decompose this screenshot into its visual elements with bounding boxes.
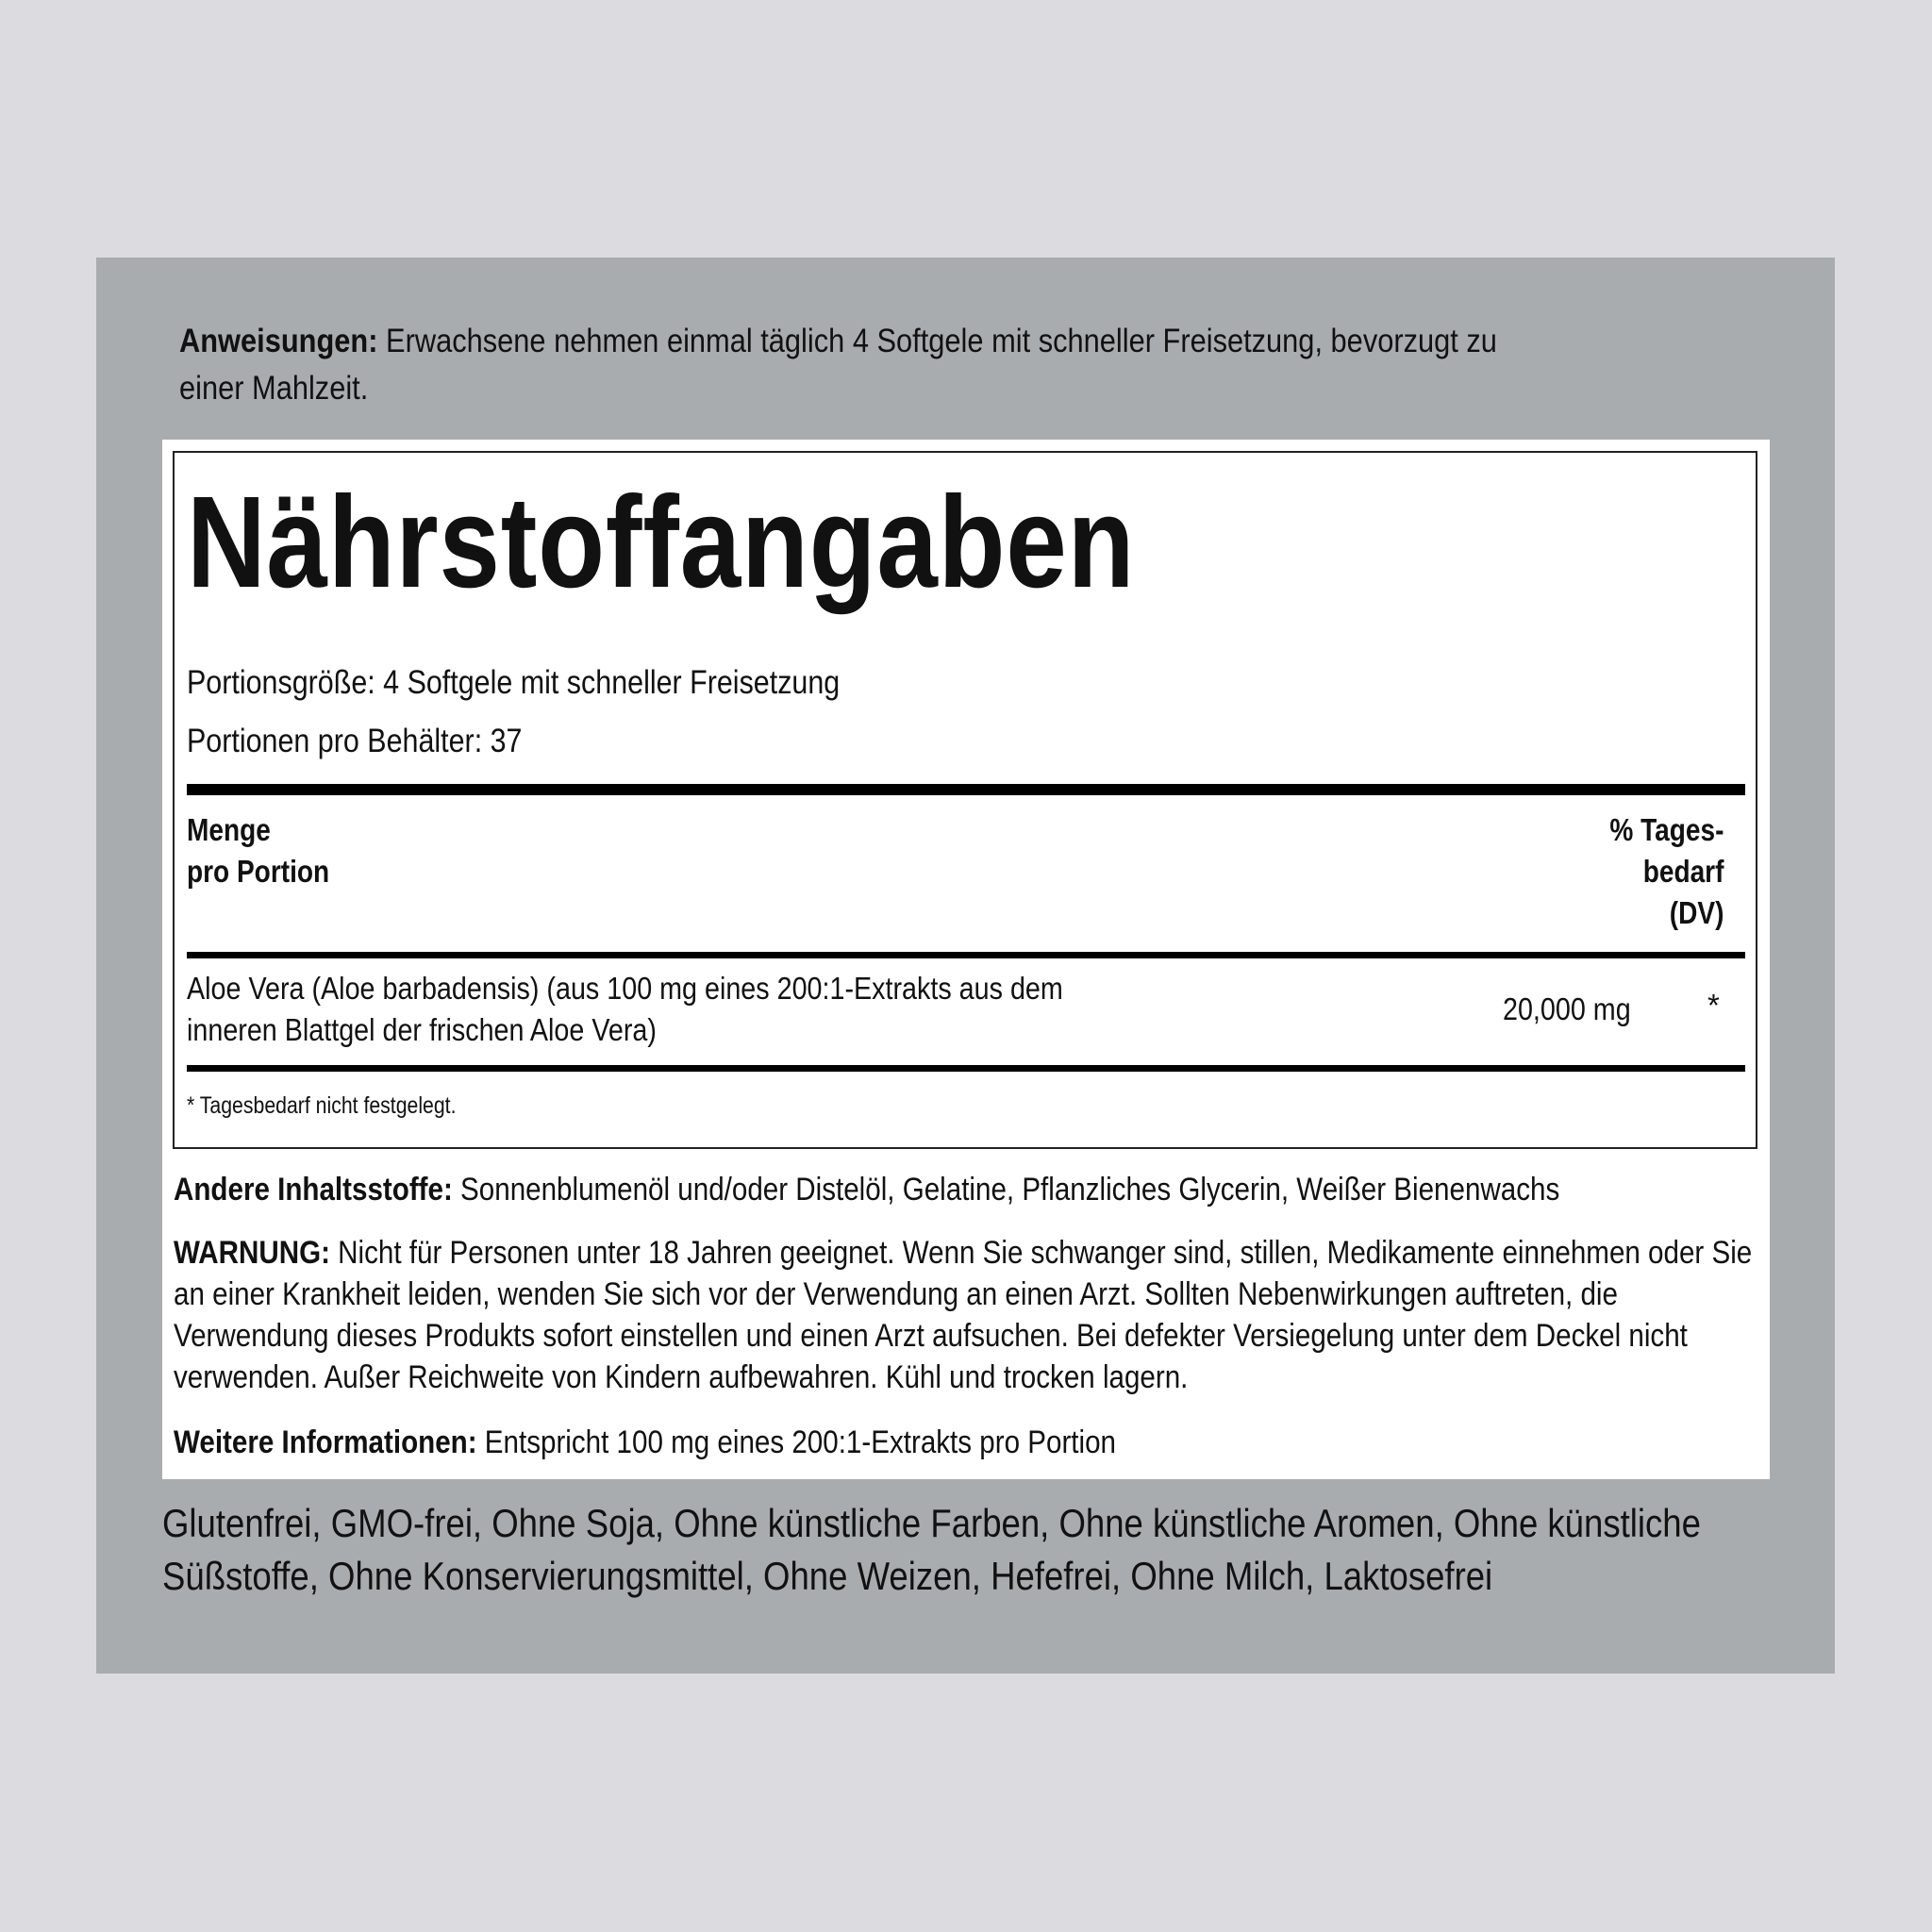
footnote: * Tagesbedarf nicht festgelegt. [187, 1092, 457, 1119]
other-ingredients [174, 1169, 1766, 1210]
amount-header-line1: Menge [187, 812, 271, 847]
nutrient-name-line2: inneren Blattgel der frischen Aloe Vera) [187, 1012, 657, 1047]
directions-label: Anweisungen: [179, 323, 378, 359]
amount-header [187, 809, 329, 892]
nutrient-name-line1: Aloe Vera (Aloe barbadensis) (aus 100 mg eines 200:1-Extrakts aus dem [187, 971, 1063, 1006]
facts-title: Nährstoffangaben [187, 470, 1136, 615]
dv-header-line1: % Tages- [1608, 812, 1724, 847]
nutrient-amount: 20,000 mg [1503, 991, 1631, 1026]
nutrient-dv: * [1707, 988, 1720, 1023]
thick-divider [187, 784, 1745, 795]
dv-header-line2: bedarf [1642, 854, 1724, 889]
header-divider [187, 952, 1745, 958]
warning-text: Nicht für Personen unter 18 Jahren geeignet. Wenn Sie schwanger sind, stillen, Medikamente einnehmen oder Sie an einer Krankheit leiden, wenden Sie sich vor der Verwendung an einen Arzt. Sollten Nebenwirkungen auftreten, die Verwendung dieses Produkts sofort einstellen und einen Arzt aufsuchen. Bei defekter Versiegelung unter dem Deckel nicht verwenden. Außer Reichweite von Kindern aufbewahren. Kühl und trocken lagern. [174, 1235, 1753, 1395]
bottom-divider [187, 1065, 1745, 1072]
amount-header-line2: pro Portion [187, 854, 330, 889]
more-info [174, 1422, 1766, 1463]
warning [174, 1232, 1774, 1398]
dv-header-line3: (DV) [1669, 895, 1724, 930]
directions [179, 318, 1557, 412]
dietary-claims: Glutenfrei, GMO-frei, Ohne Soja, Ohne künstliche Farben, Ohne künstliche Aromen, Ohne künstliche Süßstoffe, Ohne Konservierungsmittel, Ohne Weizen, Hefefrei, Ohne Milch, Laktosefrei [162, 1501, 1701, 1598]
dv-header [1609, 809, 1724, 934]
more-info-label: Weitere Informationen: [174, 1424, 477, 1460]
directions-text: Erwachsene nehmen einmal täglich 4 Softgele mit schneller Freisetzung, bevorzugt zu einer Mahlzeit. [179, 323, 1497, 407]
other-ingredients-label: Andere Inhaltsstoffe: [174, 1172, 453, 1208]
more-info-text: Entspricht 100 mg eines 200:1-Extrakts pro Portion [476, 1424, 1116, 1460]
nutrient-name [187, 968, 1063, 1051]
servings-per-container: Portionen pro Behälter: 37 [187, 723, 523, 759]
info-card [162, 440, 1770, 1479]
warning-label: WARNUNG: [174, 1235, 330, 1271]
serving-size: Portionsgröße: 4 Softgele mit schneller Freisetzung [187, 664, 841, 701]
nutrition-facts-box [173, 451, 1757, 1149]
other-ingredients-text: Sonnenblumenöl und/oder Distelöl, Gelatine, Pflanzliches Glycerin, Weißer Bienenwachs [452, 1172, 1560, 1208]
